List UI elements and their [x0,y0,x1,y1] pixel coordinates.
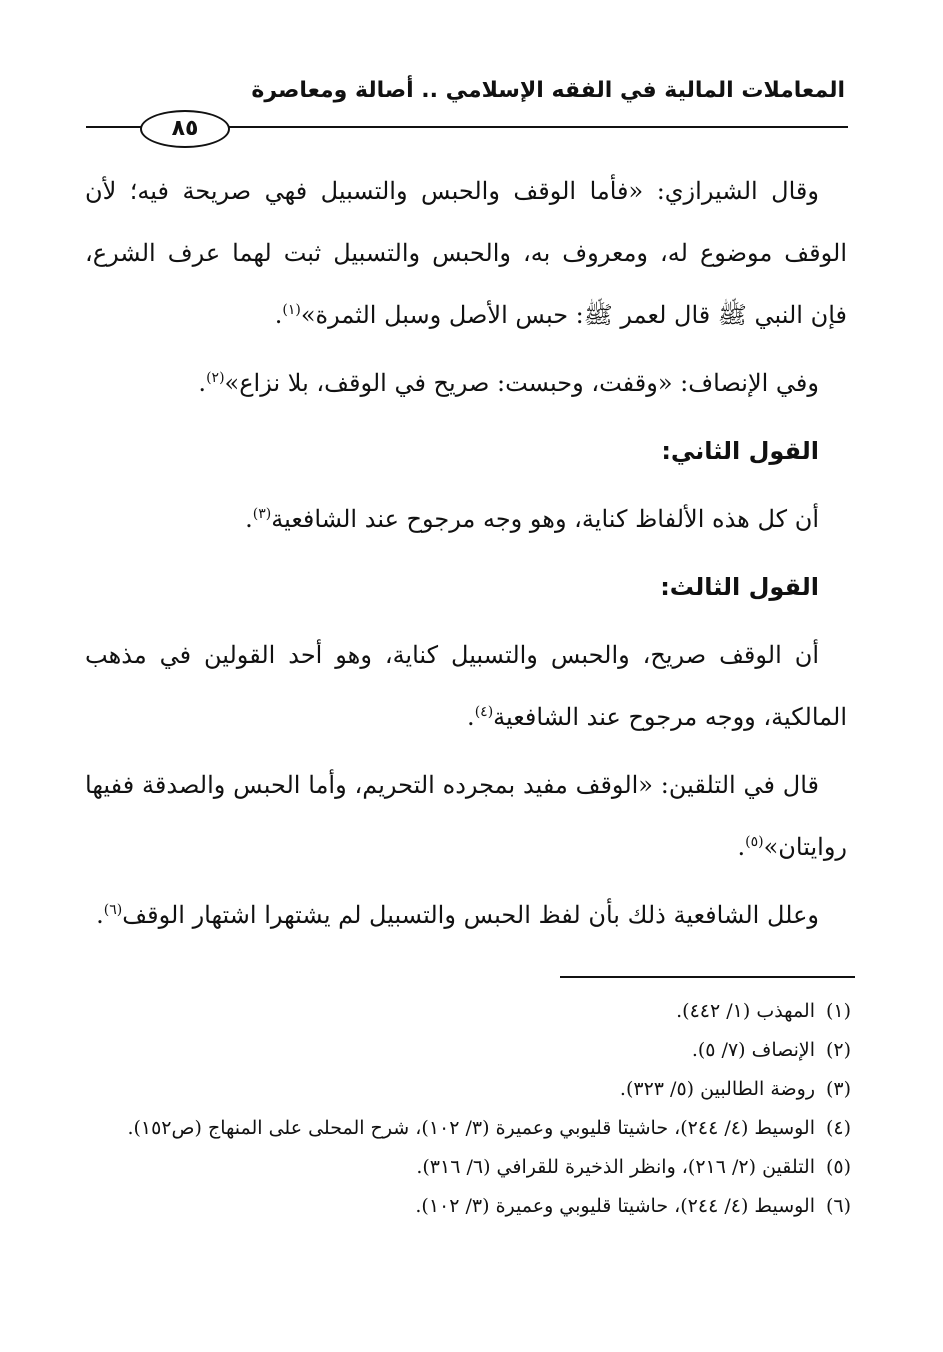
paragraph: وفي الإنصاف: «وقفت، وحبست: صريح في الوقف، بلا نزاع»$^{(٢)}$. [198,369,819,397]
footnote-ref: (٤) [474,704,494,720]
footnotes [81,992,851,1226]
footnote-ref: (٥) [745,834,764,850]
section-heading: القول الثالث: [660,573,819,601]
footnote-ref: (٦) [103,902,123,918]
page-number-badge: ٨٥ [140,110,230,148]
footnote-ref: (١) [282,302,301,318]
footnote: (٣) روضة الطالبين (٥/ ٣٢٣). [619,1078,851,1100]
paragraph: أن الوقف صريح، والحبس والتسبيل كناية، وهو أحد القولين في مذهب المالكية، ووجه مرجوح عند الشافعية$^{(٤)}$. [85,641,847,731]
footnote-ref: (٣) [252,506,272,522]
paragraph: قال في التلقين: «الوقف مفيد بمجرده التحريم، وأما الحبس والصدقة ففيها روايتان»$^{(٥)}$. [85,771,847,861]
body-text [85,160,847,952]
footnote: (٢) الإنصاف (٧/ ٥). [691,1039,851,1061]
footnote: (٦) الوسيط (٤/ ٢٤٤)، حاشيتا قليوبي وعميرة (٣/ ١٠٢). [415,1195,851,1217]
footnote: (٤) الوسيط (٤/ ٢٤٤)، حاشيتا قليوبي وعميرة (٣/ ١٠٢)، شرح المحلى على المنهاج (ص١٥٢). [127,1117,851,1139]
paragraph: أن كل هذه الألفاظ كناية، وهو وجه مرجوح عند الشافعية$^{(٣)}$. [245,505,819,533]
paragraph: وقال الشيرازي: «فأما الوقف والحبس والتسبيل فهي صريحة فيه؛ لأن الوقف موضوع له، ومعروف به، والحبس والتسبيل ثبت لهما عرف الشرع، فإن النبي ﷺ قال لعمر ﷺ: حبس الأصل وسبل الثمرة»$^{(١)}$. [85,177,847,329]
running-header-title: المعاملات المالية في الفقه الإسلامي .. أصالة ومعاصرة [251,78,845,103]
footnote: (١) المهذب (١/ ٤٤٢). [676,1000,851,1022]
footnote-ref: (٢) [206,370,225,386]
footnote-separator [560,976,855,978]
section-heading: القول الثاني: [661,437,819,465]
paragraph: وعلل الشافعية ذلك بأن لفظ الحبس والتسبيل لم يشتهرا اشتهار الوقف$^{(٦)}$. [96,901,819,929]
footnote: (٥) التلقين (٢/ ٢١٦)، وانظر الذخيرة للقرافي (٦/ ٣١٦). [416,1156,851,1178]
